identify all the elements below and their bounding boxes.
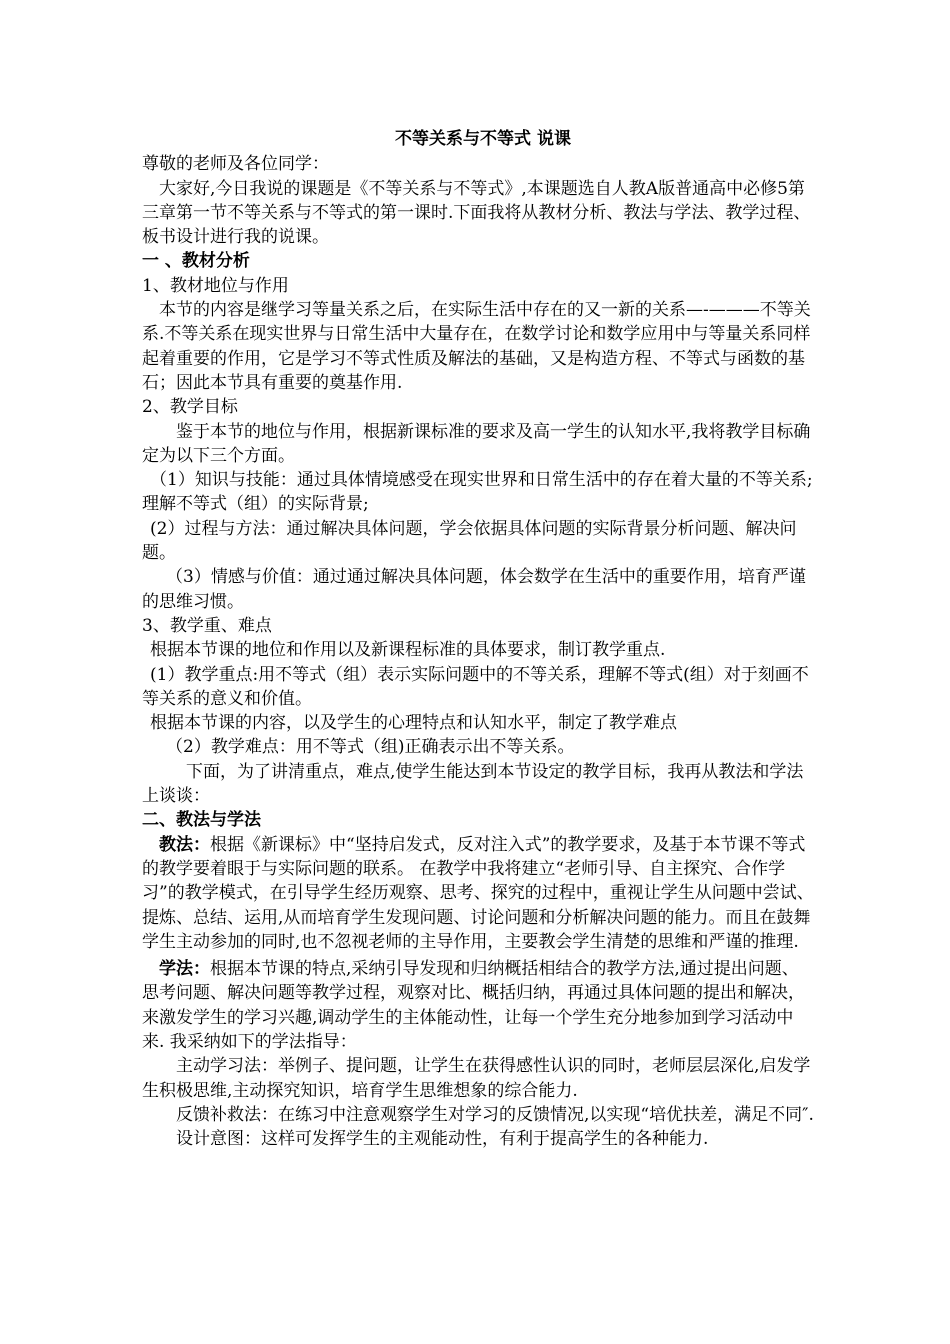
teaching-method-label: 教法：	[159, 834, 210, 855]
subheading-1-3: 3、教学重、难点	[142, 615, 272, 636]
learning-method-paragraph	[142, 957, 814, 1054]
teaching-method-text: 根据《新课标》中“坚持启发式，反对注入式”的教学要求，及基于本节课不等式的教学要着眼于与实际问题的联系。 在教学中我将建立“老师引导、自主探究、合作学习”的教学模式，在引导学生经历观察、思考、探究的过程中，重视让学生从问题中尝试、提炼、总结、运用,从而培育学生发现问题、讨论问题和分析解决问题的能力。而且在鼓舞学生主动参加的同时,也不忽视老师的主导作用，主要教会学生清楚的思维和严谨的推理.	[142, 834, 814, 952]
paragraph-key-points-intro: 根据本节课的地位和作用以及新课程标准的具体要求，制订教学重点.	[150, 640, 666, 661]
document-title: 不等关系与不等式 说课	[395, 129, 571, 149]
learning-method-label: 学法：	[159, 959, 210, 980]
key-point: (1）教学重点:用不等式（组）表示实际问题中的不等关系，理解不等式(组）对于刻画不等关系的意义和价值。	[142, 664, 809, 709]
teaching-method-paragraph	[142, 833, 814, 954]
subheading-1-1: 1、教材地位与作用	[142, 275, 289, 296]
goal-knowledge: （1）知识与技能：通过具体情境感受在现实世界和日常生活中的存在着大量的不等关系;理解不等式（组）的实际背景;	[142, 470, 813, 515]
difficulty-point: （2）教学难点：用不等式（组)正确表示出不等关系。	[166, 737, 575, 758]
method-feedback: 反馈补救法：在练习中注意观察学生对学习的反馈情况,以实现“培优扶差，满足不同″.	[176, 1104, 814, 1125]
learning-method-text: 根据本节课的特点,采纳引导发现和归纳概括相结合的教学方法,通过提出问题、思考问题、解决问题等教学过程，观察对比、概括归纳，再通过具体问题的提出和解决，来激发学生的学习兴趣,调动学生的主体能动性，让每一个学生充分地参加到学习活动中来. 我采纳如下的学法指导：	[142, 959, 805, 1052]
goal-process: (2）过程与方法：通过解决具体问题，学会依据具体问题的实际背景分析问题、解决问题。	[142, 518, 797, 564]
greeting: 尊敬的老师及各位同学：	[142, 154, 329, 175]
document-body	[142, 127, 814, 1151]
method-design-intent: 设计意图：这样可发挥学生的主观能动性，有利于提高学生的各种能力.	[176, 1129, 709, 1150]
section-heading-2: 二、教法与学法	[142, 810, 261, 831]
method-active-learning: 主动学习法：举例子、提问题，让学生在获得感性认识的同时，老师层层深化,启发学生积极思维,主动探究知识，培育学生思维想象的综合能力.	[142, 1056, 811, 1101]
paragraph-difficulty-intro: 根据本节课的内容，以及学生的心理特点和认知水平，制定了教学难点	[150, 713, 677, 734]
paragraph-material-position: 本节的内容是继学习等量关系之后，在实际生活中存在的又一新的关系—-———不等关系.不等关系在现实世界与日常生活中大量存在，在数学讨论和数学应用中与等量关系同样起着重要的作用，它是学习不等式性质及解法的基础，又是构造方程、不等式与函数的基石；因此本节具有重要的奠基作用.	[142, 300, 811, 393]
intro-paragraph: 大家好,今日我说的课题是《不等关系与不等式》,本课题选自人教A版普通高中必修5第三章第一节不等关系与不等式的第一课时.下面我将从教材分析、教法与学法、教学过程、板书设计进行我的说课。	[142, 178, 811, 248]
section-heading-1: 一 、教材分析	[142, 251, 250, 272]
goal-emotion: （3）情感与价值：通过通过解决具体问题，体会数学在生活中的重要作用，培育严谨的思维习惯。	[142, 567, 806, 612]
subheading-1-2: 2、教学目标	[142, 397, 238, 418]
paragraph-transition: 下面，为了讲清重点，难点,使学生能达到本节设定的教学目标，我再从教法和学法上谈谈：	[142, 761, 804, 807]
paragraph-goals-intro: 鉴于本节的地位与作用，根据新课标准的要求及高一学生的认知水平,我将教学目标确定为以下三个方面。	[142, 421, 811, 466]
